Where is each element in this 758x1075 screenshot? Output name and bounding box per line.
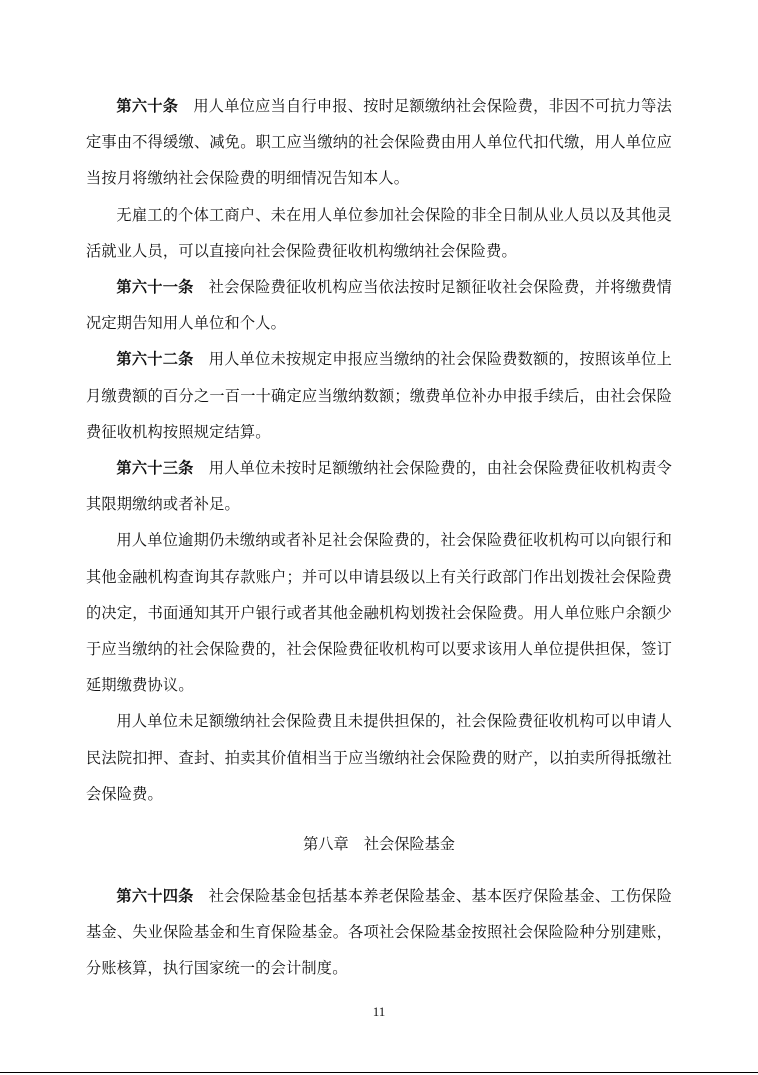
article-text: 用人单位未按规定申报应当缴纳的社会保险费数额的，按照该单位上月缴费额的百分之一百一十确定应当缴纳数额；缴费单位补办申报手续后，由社会保险费征收机构按照规定结算。 [86,350,673,441]
article-text: 社会保险基金包括基本养老保险基金、基本医疗保险基金、工伤保险基金、失业保险基金和生育保险基金。各项社会保险基金按照社会保险险种分别建账，分账核算，执行国家统一的会计制度。 [86,887,673,978]
paragraph-text: 无雇工的个体工商户、未在用人单位参加社会保险的非全日制从业人员以及其他灵活就业人员，可以直接向社会保险费征收机构缴纳社会保险费。 [86,205,672,260]
article-61 [86,269,672,341]
article-64 [86,878,672,987]
article-60-paragraph-2 [86,197,672,269]
article-number: 第六十四条 [116,887,194,906]
article-text: 社会保险费征收机构应当依法按时足额征收社会保险费，并将缴费情况定期告知用人单位和个人。 [86,278,673,333]
article-number: 第六十二条 [116,350,194,369]
paragraph-text: 用人单位未足额缴纳社会保险费且未提供担保的，社会保险费征收机构可以申请人民法院扣押、查封、拍卖其价值相当于应当缴纳社会保险费的财产，以拍卖所得抵缴社会保险费。 [86,712,672,803]
bottom-divider [0,1072,758,1073]
article-number: 第六十一条 [116,278,194,297]
chapter-heading [86,826,672,862]
paragraph-text: 用人单位逾期仍未缴纳或者补足社会保险费的，社会保险费征收机构可以向银行和其他金融机构查询其存款账户；并可以申请县级以上有关行政部门作出划拨社会保险费的决定，书面通知其开户银行或者其他金融机构划拨社会保险费。用人单位账户余额少于应当缴纳的社会保险费的，社会保险费征收机构可以要求该用人单位提供担保，签订延期缴费协议。 [86,531,672,695]
article-number: 第六十三条 [116,459,194,478]
page-number: 11 [372,1004,386,1019]
article-63-paragraph-2 [86,522,672,703]
article-63-paragraph-3 [86,703,672,812]
article-text: 用人单位应当自行申报、按时足额缴纳社会保险费，非因不可抗力等法定事由不得缓缴、减免。职工应当缴纳的社会保险费由用人单位代扣代缴，用人单位应当按月将缴纳社会保险费的明细情况告知本人。 [86,97,672,188]
article-60 [86,88,672,197]
chapter-number: 第八章 [303,835,349,854]
article-63 [86,450,672,522]
article-62 [86,341,672,450]
document-page [86,88,672,987]
article-number: 第六十条 [116,97,179,115]
article-text: 用人单位未按时足额缴纳社会保险费的，由社会保险费征收机构责令其限期缴纳或者补足。 [86,459,673,514]
chapter-title: 社会保险基金 [363,835,455,854]
